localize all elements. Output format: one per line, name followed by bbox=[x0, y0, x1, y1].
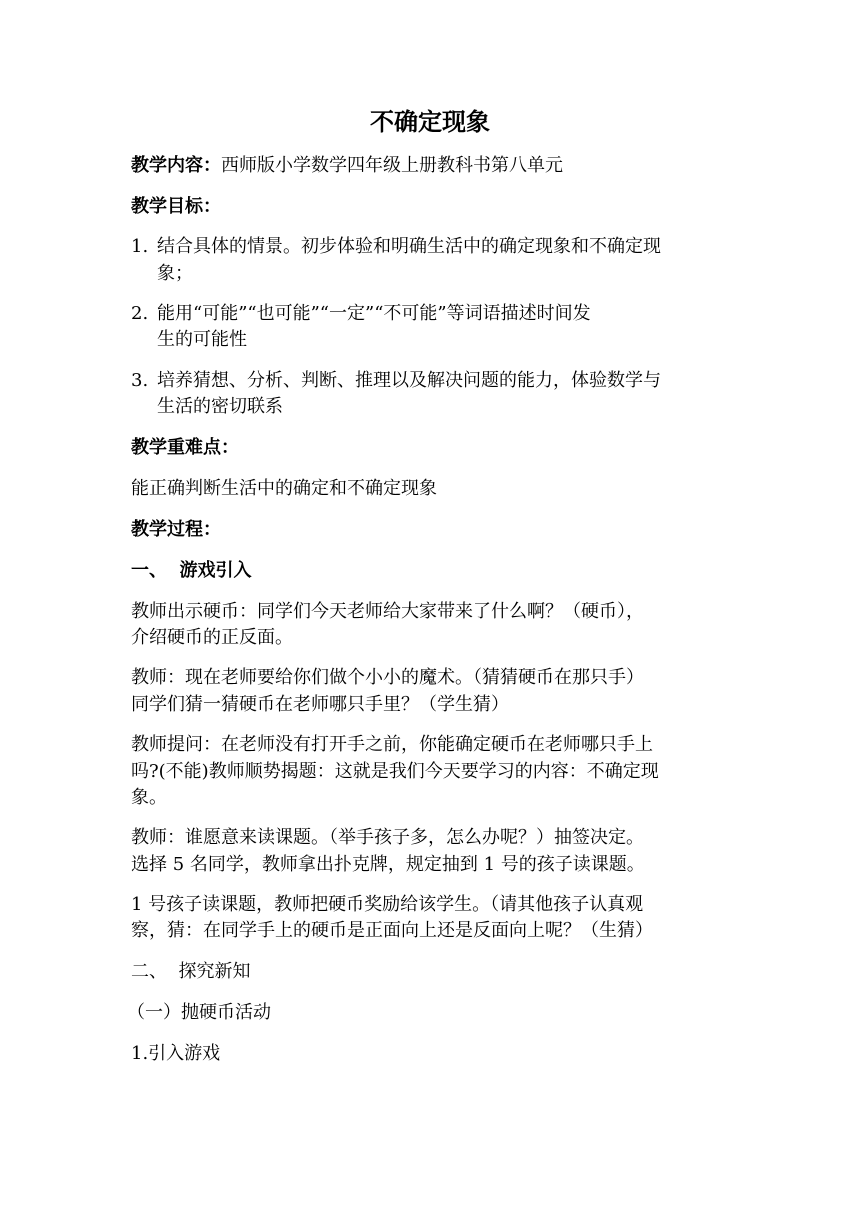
paragraph-5-line-1: 1 号孩子读课题，教师把硬币奖励给该学生。（请其他孩子认真观 bbox=[131, 894, 644, 915]
key-difficulty-text: 能正确判断生活中的确定和不确定现象 bbox=[131, 478, 437, 499]
goal-1-number: 1. bbox=[131, 236, 149, 257]
paragraph-2-line-1: 教师：现在老师要给你们做个小小的魔术。（猜猜硬币在那只手） bbox=[131, 667, 644, 688]
goal-2-number: 2. bbox=[131, 303, 149, 324]
paragraph-2-line-2: 同学们猜一猜硬币在老师哪只手里？（学生猜） bbox=[131, 694, 509, 715]
paragraph-1-line-2: 介绍硬币的正反面。 bbox=[131, 627, 293, 648]
paragraph-1-line-1: 教师出示硬币：同学们今天老师给大家带来了什么啊？（硬币）， bbox=[131, 601, 644, 622]
section-2-heading: 二、 探究新知 bbox=[131, 961, 251, 982]
teaching-goals-label: 教学目标： bbox=[131, 196, 221, 217]
goal-3-line-2: 生活的密切联系 bbox=[157, 396, 283, 417]
section-1-heading: 一、 游戏引入 bbox=[131, 560, 252, 581]
teaching-process-label: 教学过程： bbox=[131, 519, 221, 540]
teaching-content-value: 西师版小学数学四年级上册教科书第八单元 bbox=[221, 155, 563, 176]
goal-1-line-2: 象； bbox=[157, 263, 193, 284]
paragraph-3-line-3: 象。 bbox=[131, 787, 167, 808]
paragraph-3-line-1: 教师提问：在老师没有打开手之前，你能确定硬币在老师哪只手上 bbox=[131, 734, 653, 755]
document-title: 不确定现象 bbox=[370, 107, 490, 136]
goal-3-number: 3. bbox=[131, 370, 149, 391]
paragraph-3-line-2: 吗?(不能)教师顺势揭题：这就是我们今天要学习的内容：不确定现 bbox=[131, 761, 659, 782]
subsection-1-heading: （一）抛硬币活动 bbox=[127, 1002, 271, 1023]
teaching-content-label: 教学内容： bbox=[131, 155, 221, 176]
paragraph-5-line-2: 察，猜：在同学手上的硬币是正面向上还是反面向上呢？（生猜） bbox=[131, 920, 653, 941]
goal-1-line-1: 结合具体的情景。初步体验和明确生活中的确定现象和不确定现 bbox=[157, 236, 661, 257]
paragraph-4-line-2: 选择 5 名同学，教师拿出扑克牌，规定抽到 1 号的孩子读课题。 bbox=[131, 854, 645, 875]
goal-3-line-1: 培养猜想、分析、判断、推理以及解决问题的能力，体验数学与 bbox=[157, 370, 661, 391]
paragraph-4-line-1: 教师：谁愿意来读课题。（举手孩子多，怎么办呢？）抽签决定。 bbox=[131, 827, 644, 848]
teaching-content-line bbox=[131, 156, 731, 176]
goal-2-line-2: 生的可能性 bbox=[157, 329, 247, 350]
subsection-1-item-1: 1.引入游戏 bbox=[131, 1043, 221, 1064]
goal-2-line-1: 能用“可能”“也可能”“一定”“不可能”等词语描述时间发 bbox=[157, 303, 591, 324]
key-difficulty-label: 教学重难点： bbox=[131, 437, 239, 458]
